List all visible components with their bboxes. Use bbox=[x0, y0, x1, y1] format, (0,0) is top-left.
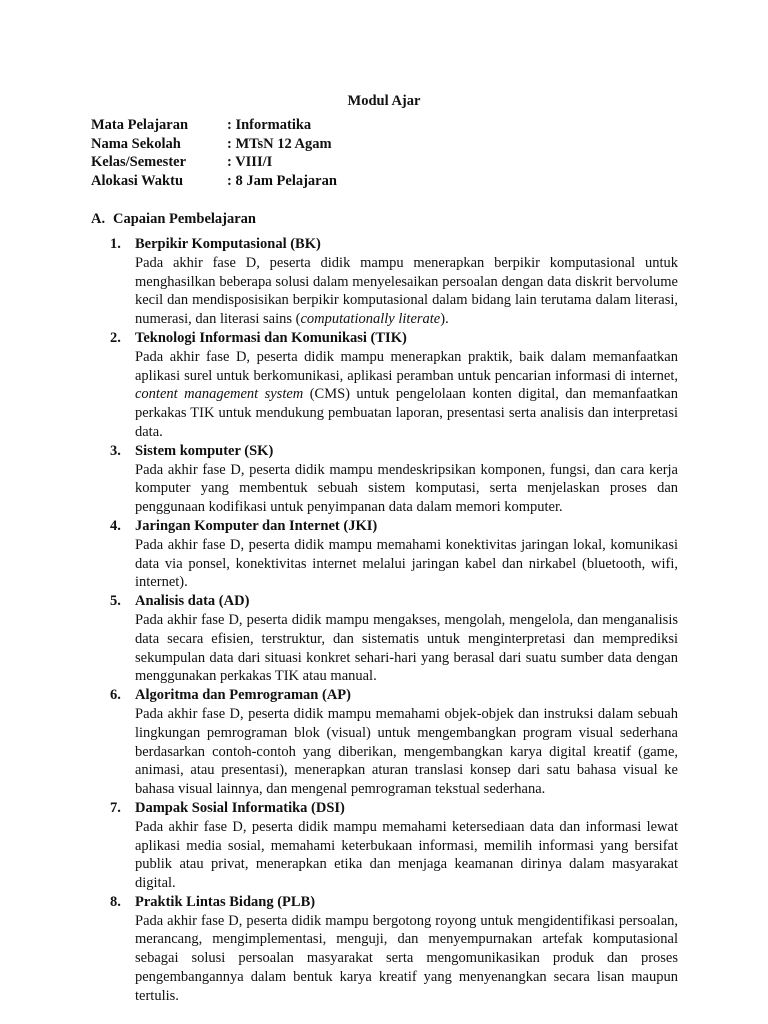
section-letter: A. bbox=[91, 211, 106, 227]
info-row-class bbox=[91, 153, 337, 172]
document-title: Modul Ajar bbox=[347, 93, 421, 109]
info-value: : 8 Jam Pelajaran bbox=[227, 173, 337, 190]
item-heading: Praktik Lintas Bidang (PLB) bbox=[135, 893, 316, 910]
info-value: : Informatika bbox=[227, 117, 312, 133]
list-item bbox=[110, 799, 678, 893]
item-text: Pada akhir fase D, peserta didik mampu bergotong royong untuk mengidentifikasi persoalan, merancang, mengimplementasi, menguji, dan menyempurnakan artefak komputasional sebagai solusi persoalan masyarakat serta mengomunikasikan produk dan proses pengembangannya dalam bentuk karya kreatif yang menyenangkan secara lisan maupun tertulis. bbox=[135, 912, 678, 1004]
item-text-end: ). bbox=[440, 311, 449, 328]
item-text: Pada akhir fase D, peserta didik mampu mengakses, mengolah, mengelola, dan menganalisis data secara efisien, terstruktur, dan sistematis untuk menginterpretasi dan memprediksi sekumpulan data dari situasi konkret sehari-hari yang berasal dari suatu sumber data dengan menggunakan perkakas TIK atau manual. bbox=[135, 611, 678, 685]
item-text: Pada akhir fase D, peserta didik mampu menerapkan praktik, baik dalam memanfaatkan aplikasi surel untuk berkomunikasi, aplikasi peramban untuk pencarian informasi di internet, bbox=[135, 348, 678, 384]
list-item bbox=[110, 442, 678, 517]
item-number: 1. bbox=[110, 236, 121, 252]
section-heading bbox=[91, 210, 256, 228]
item-text-end: (CMS) untuk pengelolaan konten digital, dan memanfaatkan perkakas TIK untuk mendukung pembuatan laporan, presentasi serta analisis dan interpretasi data. bbox=[135, 386, 678, 440]
item-description bbox=[135, 461, 678, 517]
item-description bbox=[135, 705, 678, 799]
item-text: Pada akhir fase D, peserta didik mampu menerapkan berpikir komputasional untuk menghasilkan beberapa solusi dalam menyelesaikan persoalan dengan data diskrit bervolume kecil dan mendisposisikan berpikir komputasional dalam bidang lain terutama dalam literasi, numerasi, dan literasi sains ( bbox=[135, 254, 678, 328]
item-heading: Sistem komputer (SK) bbox=[135, 442, 274, 459]
item-description bbox=[135, 348, 678, 442]
item-italic-text: content management system bbox=[135, 386, 304, 403]
item-description bbox=[135, 254, 678, 329]
item-number: 5. bbox=[110, 593, 121, 610]
list-item bbox=[110, 235, 678, 329]
list-item bbox=[110, 329, 678, 442]
item-number: 8. bbox=[110, 893, 121, 910]
item-heading: Analisis data (AD) bbox=[135, 593, 250, 610]
list-item bbox=[110, 686, 678, 799]
item-heading: Teknologi Informasi dan Komunikasi (TIK) bbox=[135, 329, 407, 346]
info-value: : MTsN 12 Agam bbox=[227, 135, 332, 152]
learning-outcomes-list bbox=[110, 235, 678, 1006]
item-number: 7. bbox=[110, 799, 121, 816]
info-value: : VIII/I bbox=[227, 154, 273, 171]
item-text: Pada akhir fase D, peserta didik mampu memahami ketersediaan data dan informasi lewat aplikasi media sosial, memahami keterbukaan informasi, memilih informasi yang bersifat publik atau privat, menerapkan etika dan menjaga keamanan dirinya dalam masyarakat digital. bbox=[135, 818, 678, 892]
item-text: Pada akhir fase D, peserta didik mampu memahami objek-objek dan instruksi dalam sebuah lingkungan pemrograman blok (visual) untuk mengembangkan program visual sederhana berdasarkan contoh-contoh yang diberikan, mengembangkan karya digital kreatif (game, animasi, atau presentasi), menerapkan aturan translasi konsep dari satu bahasa visual ke bahasa visual lainnya, dan mengenal pemrograman tekstual sederhana. bbox=[135, 705, 678, 798]
section-title: Capaian Pembelajaran bbox=[113, 211, 256, 227]
list-item bbox=[110, 592, 678, 686]
item-description bbox=[135, 818, 678, 893]
item-heading: Jaringan Komputer dan Internet (JKI) bbox=[135, 517, 378, 534]
item-number: 6. bbox=[110, 687, 121, 704]
info-row-subject bbox=[91, 116, 337, 135]
item-heading: Algoritma dan Pemrograman (AP) bbox=[135, 687, 351, 704]
item-description bbox=[135, 536, 678, 592]
info-label: Nama Sekolah bbox=[91, 135, 181, 152]
item-number: 2. bbox=[110, 329, 121, 346]
item-text: Pada akhir fase D, peserta didik mampu memahami konektivitas jaringan lokal, komunikasi data via ponsel, konektivitas internet melalui jaringan kabel dan nirkabel (bluetooth, wifi, internet). bbox=[135, 536, 678, 591]
item-number: 4. bbox=[110, 517, 121, 534]
info-label: Mata Pelajaran bbox=[91, 117, 189, 133]
item-text: Pada akhir fase D, peserta didik mampu mendeskripsikan komponen, fungsi, dan cara kerja komputer yang membentuk sebuah sistem komputasi, serta menjelaskan proses dan penggunaan kodifikasi untuk penyimpanan data dalam memori komputer. bbox=[135, 461, 678, 516]
item-number: 3. bbox=[110, 442, 121, 459]
item-description bbox=[135, 912, 678, 1006]
item-heading: Berpikir Komputasional (BK) bbox=[135, 236, 321, 252]
info-label: Kelas/Semester bbox=[91, 154, 187, 171]
info-label: Alokasi Waktu bbox=[91, 173, 184, 190]
list-item bbox=[110, 517, 678, 592]
info-row-time bbox=[91, 172, 337, 191]
item-italic-text: computationally literate bbox=[300, 311, 441, 328]
item-heading: Dampak Sosial Informatika (DSI) bbox=[135, 799, 345, 816]
module-info-table bbox=[91, 116, 337, 191]
item-description bbox=[135, 611, 678, 686]
list-item bbox=[110, 893, 678, 1006]
info-row-school bbox=[91, 135, 337, 154]
